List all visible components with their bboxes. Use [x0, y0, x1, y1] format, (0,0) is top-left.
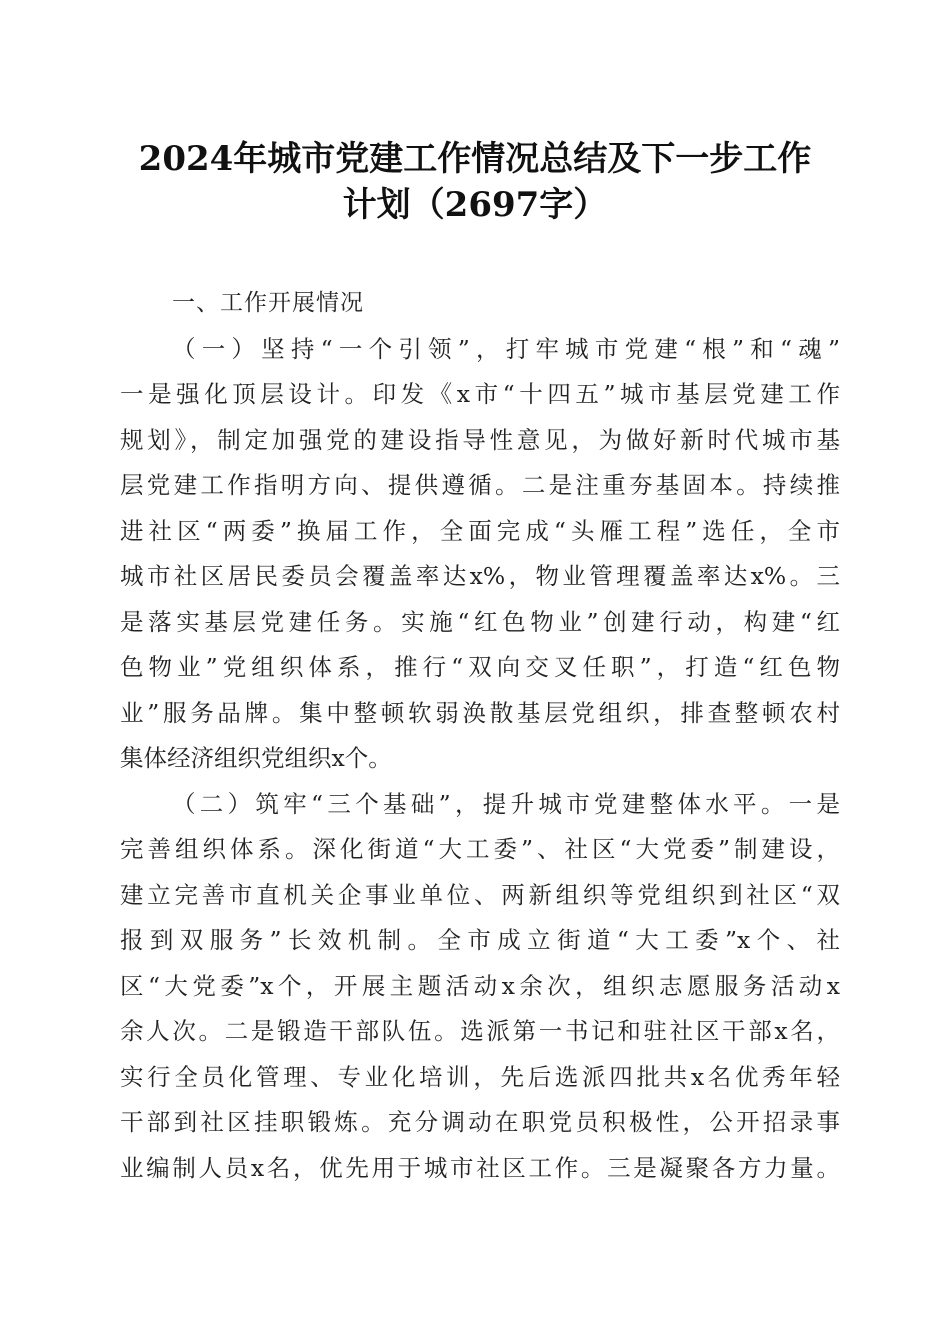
paragraph-line: 完善组织体系。深化街道“大工委”、社区“大党委”制建设， — [120, 835, 840, 863]
paragraph-line: 一是强化顶层设计。印发《x市“十四五”城市基层党建工作 — [120, 380, 840, 408]
paragraph-line: 规划》，制定加强党的建设指导性意见，为做好新时代城市基 — [120, 425, 840, 454]
paragraph-line: 集体经济组织党组织x个。 — [120, 744, 392, 772]
paragraph-line: 色物业”党组织体系，推行“双向交叉任职”，打造“红色物 — [120, 653, 840, 681]
paragraph-line: 城市社区居民委员会覆盖率达x%，物业管理覆盖率达x%。三 — [120, 562, 840, 590]
paragraph-line: 干部到社区挂职锻炼。充分调动在职党员积极性，公开招录事 — [120, 1108, 840, 1136]
paragraph-line: 进社区“两委”换届工作，全面完成“头雁工程”选任，全市 — [120, 516, 840, 545]
paragraph-line: 实行全员化管理、专业化培训，先后选派四批共x名优秀年轻 — [120, 1062, 840, 1091]
paragraph-line: 余人次。二是锻造干部队伍。选派第一书记和驻社区干部x名， — [120, 1017, 840, 1045]
paragraph-line: （一）坚持“一个引领”，打牢城市党建“根”和“魂” — [172, 334, 840, 363]
document-title — [100, 136, 850, 228]
title-line-2: 计划（2697字） — [342, 185, 608, 225]
document-body — [120, 281, 840, 1191]
paragraph-line: 层党建工作指明方向、提供遵循。二是注重夯基固本。持续推 — [120, 471, 840, 499]
paragraph-line: 建立完善市直机关企事业单位、两新组织等党组织到社区“双 — [120, 880, 840, 909]
paragraph-line: 区“大党委”x个，开展主题活动x余次，组织志愿服务活动x — [120, 971, 840, 1000]
section-heading: 一、工作开展情况 — [172, 290, 364, 316]
paragraph-line: 业”服务品牌。集中整顿软弱涣散基层党组织，排查整顿农村 — [120, 698, 840, 727]
paragraph-line: 业编制人员x名，优先用于城市社区工作。三是凝聚各方力量。 — [120, 1153, 840, 1182]
paragraph-line: 报到双服务”长效机制。全市成立街道“大工委”x个、社 — [120, 926, 840, 954]
title-line-1: 2024年城市党建工作情况总结及下一步工作 — [138, 139, 812, 179]
paragraph-line: （二）筑牢“三个基础”，提升城市党建整体水平。一是 — [172, 789, 840, 818]
paragraph-line: 是落实基层党建任务。实施“红色物业”创建行动，构建“红 — [120, 607, 840, 636]
